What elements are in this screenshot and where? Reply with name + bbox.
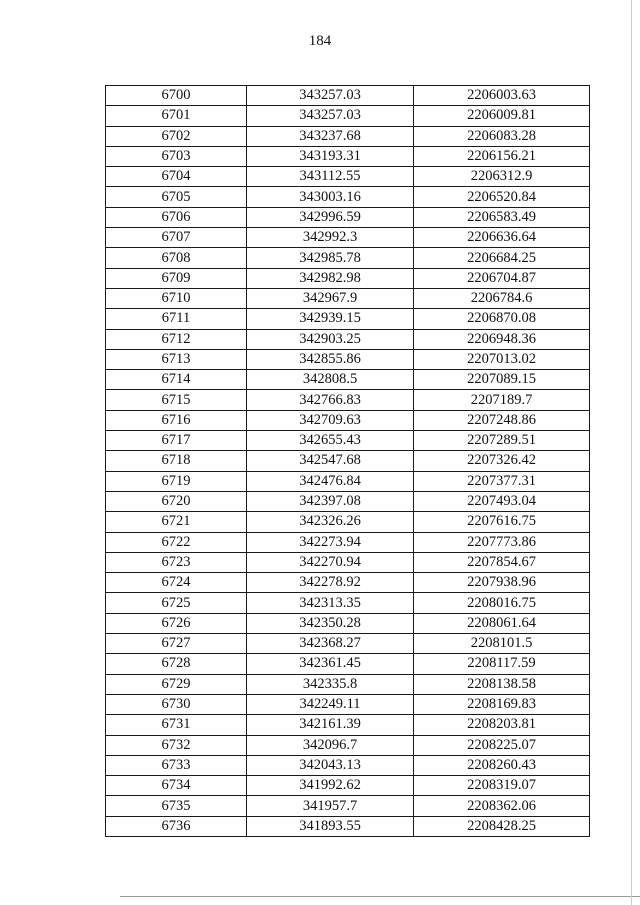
point-number-cell: 6706 [106,207,247,227]
y-coordinate-cell: 2207248.86 [414,410,590,430]
table-row [106,715,590,735]
y-coordinate-cell: 2208225.07 [414,735,590,755]
y-coordinate-cell: 2208101.5 [414,634,590,654]
x-coordinate-cell: 341957.7 [247,796,414,816]
y-coordinate-cell: 2207326.42 [414,451,590,471]
point-number-cell: 6711 [106,309,247,329]
x-coordinate-cell: 342855.86 [247,349,414,369]
y-coordinate-cell: 2207377.31 [414,471,590,491]
table-row [106,755,590,775]
page-edge-divider [631,0,632,905]
x-coordinate-cell: 342985.78 [247,248,414,268]
table-row [106,776,590,796]
y-coordinate-cell: 2206312.9 [414,167,590,187]
x-coordinate-cell: 342273.94 [247,532,414,552]
table-row [106,674,590,694]
table-row [106,410,590,430]
table-body [106,86,590,837]
table-row [106,329,590,349]
y-coordinate-cell: 2208362.06 [414,796,590,816]
x-coordinate-cell: 342982.98 [247,268,414,288]
table-row [106,552,590,572]
point-number-cell: 6721 [106,512,247,532]
point-number-cell: 6734 [106,776,247,796]
point-number-cell: 6733 [106,755,247,775]
x-coordinate-cell: 342397.08 [247,491,414,511]
table-row [106,370,590,390]
x-coordinate-cell: 342270.94 [247,552,414,572]
point-number-cell: 6724 [106,573,247,593]
table-row [106,349,590,369]
table-row [106,694,590,714]
y-coordinate-cell: 2206009.81 [414,106,590,126]
x-coordinate-cell: 343003.16 [247,187,414,207]
page-number: 184 [308,33,332,49]
table-row [106,654,590,674]
table-row [106,593,590,613]
x-coordinate-cell: 342939.15 [247,309,414,329]
y-coordinate-cell: 2206870.08 [414,309,590,329]
table-row [106,228,590,248]
y-coordinate-cell: 2207938.96 [414,573,590,593]
x-coordinate-cell: 342709.63 [247,410,414,430]
x-coordinate-cell: 342361.45 [247,654,414,674]
point-number-cell: 6722 [106,532,247,552]
point-number-cell: 6726 [106,613,247,633]
y-coordinate-cell: 2208117.59 [414,654,590,674]
x-coordinate-cell: 343257.03 [247,86,414,106]
y-coordinate-cell: 2207493.04 [414,491,590,511]
y-coordinate-cell: 2208260.43 [414,755,590,775]
point-number-cell: 6701 [106,106,247,126]
x-coordinate-cell: 342335.8 [247,674,414,694]
table-row [106,573,590,593]
table-row [106,126,590,146]
x-coordinate-cell: 342476.84 [247,471,414,491]
y-coordinate-cell: 2207089.15 [414,370,590,390]
point-number-cell: 6705 [106,187,247,207]
y-coordinate-cell: 2207289.51 [414,431,590,451]
point-number-cell: 6713 [106,349,247,369]
point-number-cell: 6708 [106,248,247,268]
table-row [106,816,590,836]
y-coordinate-cell: 2207616.75 [414,512,590,532]
x-coordinate-cell: 342903.25 [247,329,414,349]
x-coordinate-cell: 342368.27 [247,634,414,654]
y-coordinate-cell: 2208203.81 [414,715,590,735]
point-number-cell: 6725 [106,593,247,613]
point-number-cell: 6728 [106,654,247,674]
coordinates-table [105,85,590,837]
x-coordinate-cell: 342655.43 [247,431,414,451]
table-row [106,451,590,471]
table-row [106,532,590,552]
point-number-cell: 6717 [106,431,247,451]
x-coordinate-cell: 342043.13 [247,755,414,775]
point-number-cell: 6709 [106,268,247,288]
table-row [106,146,590,166]
x-coordinate-cell: 342547.68 [247,451,414,471]
point-number-cell: 6703 [106,146,247,166]
y-coordinate-cell: 2206704.87 [414,268,590,288]
x-coordinate-cell: 342967.9 [247,288,414,308]
point-number-cell: 6729 [106,674,247,694]
y-coordinate-cell: 2207013.02 [414,349,590,369]
y-coordinate-cell: 2208428.25 [414,816,590,836]
point-number-cell: 6723 [106,552,247,572]
x-coordinate-cell: 342161.39 [247,715,414,735]
y-coordinate-cell: 2206156.21 [414,146,590,166]
point-number-cell: 6719 [106,471,247,491]
y-coordinate-cell: 2208169.83 [414,694,590,714]
y-coordinate-cell: 2208319.07 [414,776,590,796]
y-coordinate-cell: 2206784.6 [414,288,590,308]
point-number-cell: 6736 [106,816,247,836]
bottom-divider [120,896,640,897]
point-number-cell: 6732 [106,735,247,755]
table-row [106,491,590,511]
table-row [106,613,590,633]
table-row [106,512,590,532]
table-row [106,288,590,308]
x-coordinate-cell: 341992.62 [247,776,414,796]
table-row [106,735,590,755]
y-coordinate-cell: 2207854.67 [414,552,590,572]
point-number-cell: 6707 [106,228,247,248]
x-coordinate-cell: 342096.7 [247,735,414,755]
x-coordinate-cell: 342313.35 [247,593,414,613]
point-number-cell: 6714 [106,370,247,390]
x-coordinate-cell: 342996.59 [247,207,414,227]
y-coordinate-cell: 2207773.86 [414,532,590,552]
point-number-cell: 6735 [106,796,247,816]
x-coordinate-cell: 341893.55 [247,816,414,836]
x-coordinate-cell: 342808.5 [247,370,414,390]
point-number-cell: 6704 [106,167,247,187]
point-number-cell: 6716 [106,410,247,430]
x-coordinate-cell: 342766.83 [247,390,414,410]
point-number-cell: 6702 [106,126,247,146]
table-row [106,431,590,451]
table-row [106,187,590,207]
table-row [106,248,590,268]
point-number-cell: 6731 [106,715,247,735]
y-coordinate-cell: 2206684.25 [414,248,590,268]
table-row [106,309,590,329]
y-coordinate-cell: 2206003.63 [414,86,590,106]
y-coordinate-cell: 2207189.7 [414,390,590,410]
table-row [106,796,590,816]
point-number-cell: 6720 [106,491,247,511]
table-row [106,634,590,654]
table-row [106,471,590,491]
point-number-cell: 6718 [106,451,247,471]
y-coordinate-cell: 2206948.36 [414,329,590,349]
y-coordinate-cell: 2208061.64 [414,613,590,633]
table-row [106,86,590,106]
y-coordinate-cell: 2208138.58 [414,674,590,694]
point-number-cell: 6710 [106,288,247,308]
point-number-cell: 6715 [106,390,247,410]
x-coordinate-cell: 342992.3 [247,228,414,248]
x-coordinate-cell: 342350.28 [247,613,414,633]
y-coordinate-cell: 2208016.75 [414,593,590,613]
table-row [106,268,590,288]
x-coordinate-cell: 342249.11 [247,694,414,714]
x-coordinate-cell: 343112.55 [247,167,414,187]
y-coordinate-cell: 2206636.64 [414,228,590,248]
point-number-cell: 6727 [106,634,247,654]
x-coordinate-cell: 342278.92 [247,573,414,593]
table-row [106,106,590,126]
table-row [106,390,590,410]
x-coordinate-cell: 343193.31 [247,146,414,166]
x-coordinate-cell: 343237.68 [247,126,414,146]
x-coordinate-cell: 343257.03 [247,106,414,126]
x-coordinate-cell: 342326.26 [247,512,414,532]
table-row [106,207,590,227]
point-number-cell: 6712 [106,329,247,349]
y-coordinate-cell: 2206083.28 [414,126,590,146]
table-row [106,167,590,187]
point-number-cell: 6700 [106,86,247,106]
y-coordinate-cell: 2206520.84 [414,187,590,207]
point-number-cell: 6730 [106,694,247,714]
y-coordinate-cell: 2206583.49 [414,207,590,227]
